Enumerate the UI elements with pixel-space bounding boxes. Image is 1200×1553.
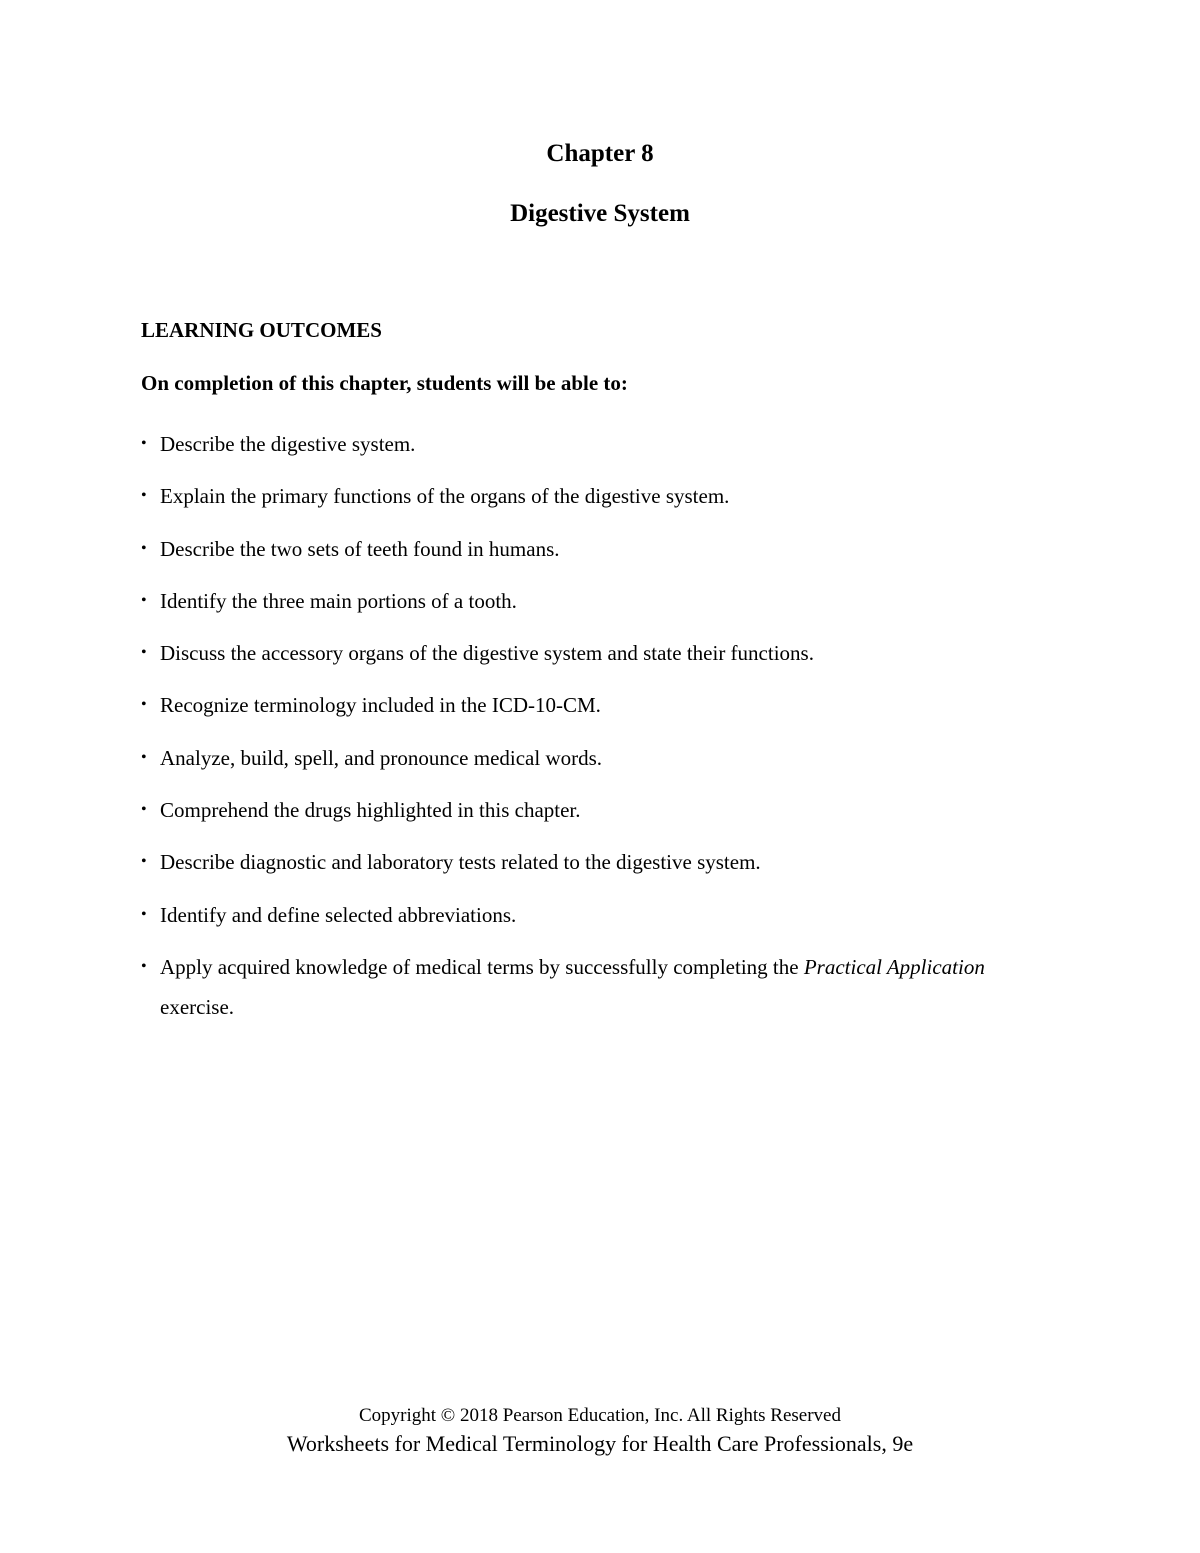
outcome-text: Describe the digestive system. [160, 432, 416, 456]
bullet-icon: • [141, 957, 147, 975]
outcome-text: Analyze, build, spell, and pronounce medical words. [160, 745, 603, 770]
outcome-text-end: exercise. [160, 994, 235, 1019]
bullet-icon: • [141, 487, 147, 505]
list-item [141, 685, 1041, 725]
outcome-text: Explain the primary functions of the organs of the digestive system. [160, 484, 730, 509]
list-item [141, 790, 1041, 830]
chapter-number: Chapter 8 [546, 140, 654, 167]
list-item [141, 529, 1041, 569]
list-item [141, 476, 1041, 516]
list-item [141, 581, 1041, 621]
list-item [141, 633, 1041, 673]
outcome-text: Recognize terminology included in the ICD-10-CM. [160, 693, 601, 718]
bullet-icon: • [141, 853, 147, 871]
list-item [141, 424, 1041, 464]
list-item [141, 842, 1041, 882]
bullet-icon: • [141, 801, 147, 819]
bullet-icon: • [141, 644, 147, 662]
practical-application-emphasis: Practical Application [803, 954, 985, 979]
section-heading: LEARNING OUTCOMES [141, 318, 382, 342]
outcomes-intro: On completion of this chapter, students will be able to: [141, 371, 628, 395]
list-item [141, 738, 1041, 778]
bullet-icon: • [141, 435, 147, 452]
outcome-text: Describe the two sets of teeth found in humans. [160, 536, 560, 561]
bullet-icon: • [141, 905, 147, 923]
copyright-notice: Copyright © 2018 Pearson Education, Inc. All Rights Reserved [359, 1405, 841, 1426]
bullet-icon: • [141, 539, 147, 557]
bullet-icon: • [141, 696, 147, 714]
outcome-text [160, 955, 985, 1019]
book-title: Worksheets for Medical Terminology for Health Care Professionals, 9e [286, 1431, 914, 1456]
chapter-title: Digestive System [510, 200, 690, 227]
list-item [141, 947, 1041, 1027]
outcome-text: Identify the three main portions of a tooth. [160, 588, 517, 613]
outcome-text-start: Apply acquired knowledge of medical terms by successfully completing the [160, 954, 804, 979]
outcome-text: Describe diagnostic and laboratory tests related to the digestive system. [160, 850, 761, 875]
list-item [141, 895, 1041, 935]
bullet-icon: • [141, 591, 147, 609]
outcome-text: Identify and define selected abbreviations. [160, 902, 517, 927]
page-footer [0, 1402, 1200, 1458]
outcome-text: Discuss the accessory organs of the digestive system and state their functions. [160, 641, 814, 666]
learning-outcomes-list [141, 424, 1041, 1039]
bullet-icon: • [141, 748, 147, 766]
outcome-text: Comprehend the drugs highlighted in this chapter. [160, 798, 581, 823]
